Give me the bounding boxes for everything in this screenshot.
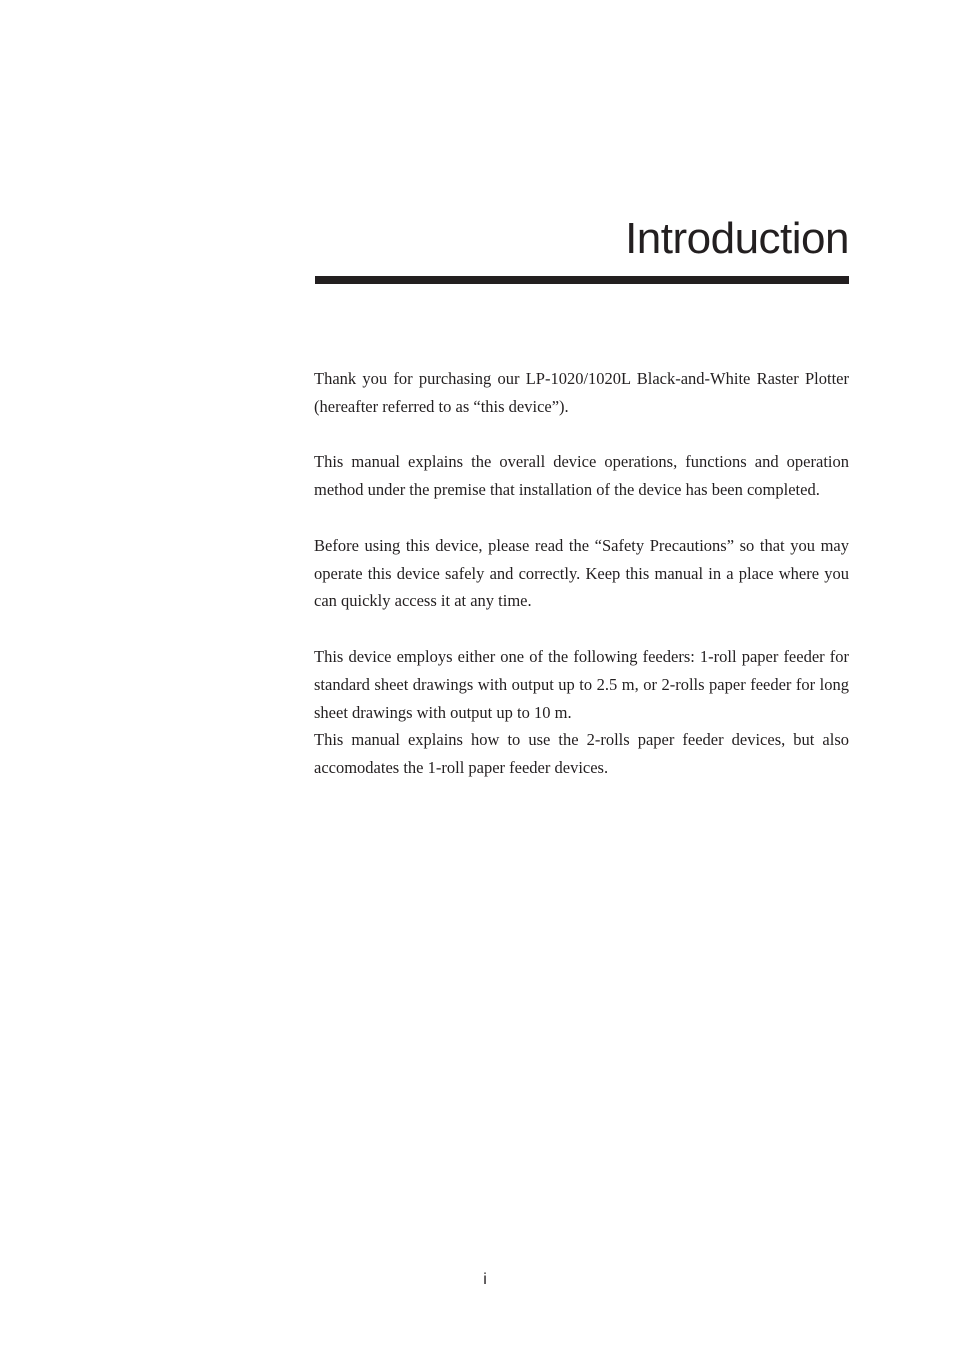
page-title: Introduction	[625, 214, 849, 263]
body-text	[314, 365, 849, 782]
paragraph-thanks: Thank you for purchasing our LP-1020/1020L Black-and-White Raster Plotter (hereafter referred to as “this device”).	[314, 369, 849, 416]
page-number: i	[483, 1271, 487, 1288]
paragraph-safety: Before using this device, please read the “Safety Precautions” so that you may operate this device safely and correctly. Keep this manual in a place where you can quickly access it at any time.	[314, 535, 849, 611]
title-rule	[315, 276, 849, 284]
paragraph-feeders: This device employs either one of the following feeders: 1-roll paper feeder for standard sheet drawings with output up to 2.5 m, or 2-rolls paper feeder for long sheet drawings with output up to 10 m.	[314, 646, 849, 722]
paragraph-manual-scope: This manual explains the overall device operations, functions and operation method under the premise that installation of the device has been completed.	[314, 452, 849, 500]
paragraph-feeder-usage: This manual explains how to use the 2-rolls paper feeder devices, but also accomodates the 1-roll paper feeder devices.	[314, 730, 849, 778]
